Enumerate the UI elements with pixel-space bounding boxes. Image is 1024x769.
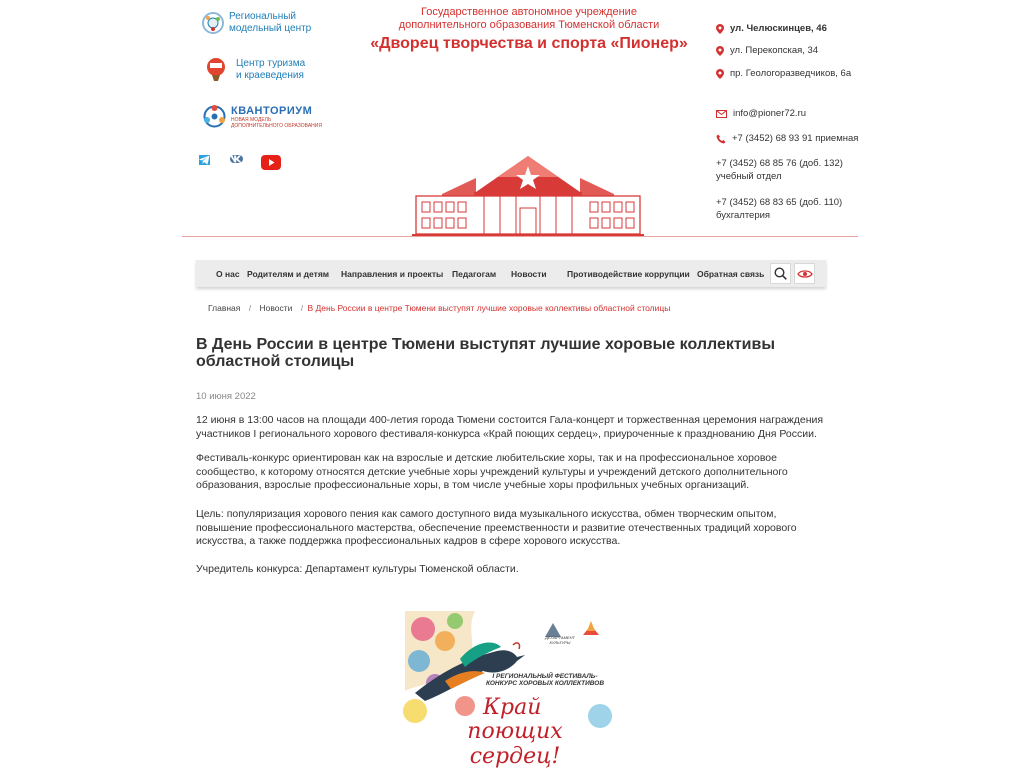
org-name[interactable]: «Дворец творчества и спорта «Пионер» xyxy=(370,35,688,52)
address-2[interactable] xyxy=(716,45,818,56)
breadcrumb-sep: / xyxy=(248,303,252,313)
vk-icon[interactable] xyxy=(230,155,243,163)
address-1[interactable] xyxy=(716,23,827,34)
article-paragraph-1: 12 июня в 13:00 часов на площади 400-летия города Тюмени состоится Гала-концерт и торжественная церемония награждения участников I регионального хорового фестиваля-конкурса «Край поющих сердец», приуроченные к празднованию Дня России. xyxy=(196,414,824,440)
poster-singing-hearts: поющих сердец! xyxy=(467,719,563,769)
rmc-icon xyxy=(201,11,225,35)
phone-icon xyxy=(716,134,726,144)
nav-anticorruption[interactable]: Противодействие коррупции xyxy=(567,269,690,279)
accessibility-button[interactable] xyxy=(794,263,815,284)
phone-accounting[interactable] xyxy=(716,196,842,222)
festival-poster[interactable] xyxy=(405,611,615,769)
address-1-text: ул. Челюскинцев, 46 xyxy=(730,23,827,34)
kvantorium-icon xyxy=(202,104,227,129)
logo-rmc-line1: Региональный xyxy=(229,11,297,22)
main-nav xyxy=(196,260,826,287)
nav-teachers[interactable]: Педагогам xyxy=(452,269,497,279)
breadcrumb-sep: / xyxy=(300,303,304,313)
phone-reception-text: +7 (3452) 68 93 91 приемная xyxy=(732,133,859,144)
nav-news[interactable]: Новости xyxy=(511,269,547,279)
phone-education-label: учебный отдел xyxy=(716,171,782,182)
nav-parents[interactable]: Родителям и детям xyxy=(247,269,330,279)
breadcrumb-home[interactable]: Главная xyxy=(208,303,241,313)
nav-about[interactable]: О нас xyxy=(216,269,240,279)
search-button[interactable] xyxy=(770,263,791,284)
telegram-icon[interactable] xyxy=(199,155,210,165)
nav-directions[interactable]: Направления и проекты xyxy=(341,269,444,279)
email-link[interactable] xyxy=(716,108,806,119)
logo-tourism-center[interactable] xyxy=(200,55,305,85)
kvantorium-sub1: НОВАЯ МОДЕЛЬ xyxy=(231,116,272,123)
breadcrumb-current: В День России в центре Тюмени выступят лучшие хоровые коллективы областной столицы xyxy=(307,303,671,313)
address-3-text: пр. Геологоразведчиков, 6а xyxy=(730,68,852,79)
map-pin-icon xyxy=(716,69,724,79)
kvantorium-title: КВАНТОРИУМ xyxy=(231,104,313,117)
phone-accounting-number: +7 (3452) 68 83 65 (доб. 110) xyxy=(716,197,843,208)
phone-education-number: +7 (3452) 68 85 76 (доб. 132) xyxy=(716,158,843,169)
address-3[interactable] xyxy=(716,68,851,79)
kvantorium-sub2: ДОПОЛНИТЕЛЬНОГО ОБРАЗОВАНИЯ xyxy=(231,122,322,129)
article-paragraph-4: Учредитель конкурса: Департамент культуры Тюменской области. xyxy=(196,563,519,575)
address-2-text: ул. Перекопская, 34 xyxy=(730,45,819,56)
building-logo[interactable] xyxy=(412,154,644,238)
logo-rmc-line2: модельный центр xyxy=(229,23,312,34)
eye-icon xyxy=(797,269,813,279)
article-paragraph-2: Фестиваль-конкурс ориентирован как на взрослые и детские любительские хоры, так и на профессиональное хоровое сообщество, к которому относятся детские учебные хоры учреждений культуры и учреждений детского дополнительного образования, взрослые профессиональные хоры, в том числе учебные хоры профильных учебных организаций. xyxy=(196,452,788,492)
logo-regional-model-center[interactable] xyxy=(201,11,311,35)
logo-ctk-line2: и краеведения xyxy=(236,70,304,81)
org-subtitle-line2: дополнительного образования Тюменской области xyxy=(398,19,660,31)
balloon-icon xyxy=(200,55,232,85)
poster-kray: Край xyxy=(483,695,542,720)
poster-department: ДЕПАРТАМЕНТ КУЛЬТУРЫ xyxy=(545,635,575,645)
mail-icon xyxy=(716,110,727,118)
breadcrumb-news[interactable]: Новости xyxy=(259,303,293,313)
phone-reception[interactable] xyxy=(716,133,858,144)
breadcrumb xyxy=(208,303,670,313)
article-paragraph-3: Цель: популяризация хорового пения как самого доступного вида музыкального искусства, обмен творческим опытом, повышение профессионального мастерства, обеспечение преемственности и развитие отечественных традиций хорового искусства, а также поддержка профессиональных кадров в сфере хорового искусства. xyxy=(196,508,797,548)
poster-festival-title: I РЕГИОНАЛЬНЫЙ ФЕСТИВАЛЬ-КОНКУРС ХОРОВЫХ КОЛЛЕКТИВОВ xyxy=(485,673,605,687)
search-icon xyxy=(774,267,787,280)
article-date: 10 июня 2022 xyxy=(196,391,256,402)
email-text: info@pioner72.ru xyxy=(733,108,807,119)
logo-ctk-line1: Центр туризма xyxy=(236,58,306,69)
map-pin-icon xyxy=(716,46,724,56)
phone-education[interactable] xyxy=(716,157,843,183)
youtube-icon[interactable] xyxy=(261,155,281,170)
page-title: В День России в центре Тюмени выступят лучшие хоровые коллективы областной столицы xyxy=(196,336,776,370)
org-subtitle-line1: Государственное автономное учреждение xyxy=(421,6,637,18)
header-divider xyxy=(182,236,858,237)
logo-kvantorium[interactable] xyxy=(202,104,322,129)
nav-feedback[interactable]: Обратная связь xyxy=(697,269,765,279)
phone-accounting-label: бухгалтерия xyxy=(716,210,771,221)
map-pin-icon xyxy=(716,24,724,34)
